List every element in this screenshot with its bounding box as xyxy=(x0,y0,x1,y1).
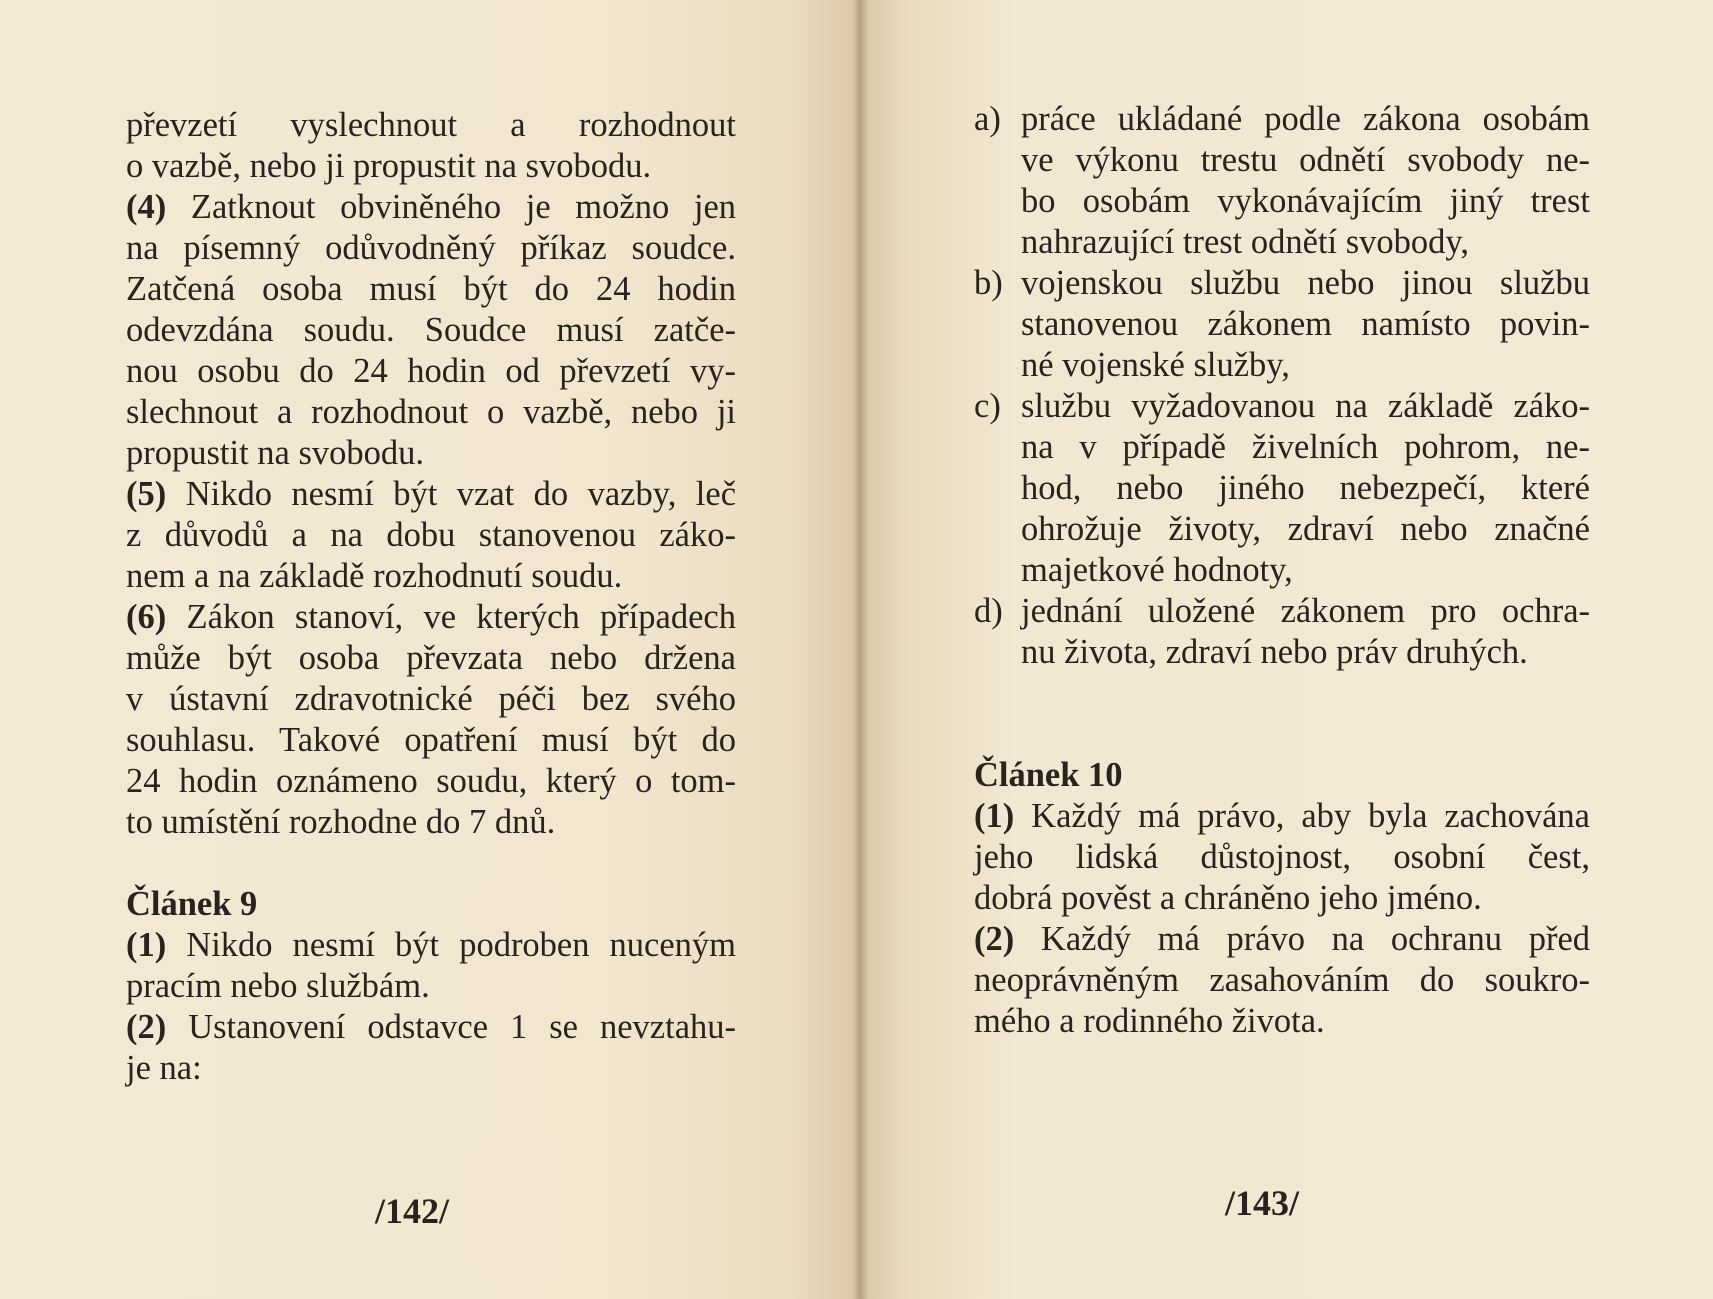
list-marker: b) xyxy=(974,264,1003,302)
text-line: práce ukládané podle zákona osobám xyxy=(1021,100,1590,138)
text-line: nahrazující trest odnětí svobody, xyxy=(1021,223,1470,261)
text-line: vojenskou službu nebo jinou službu xyxy=(1021,264,1590,302)
paragraph-number: (2) xyxy=(126,1008,167,1046)
text-line: Zatčená osoba musí být do 24 hodin xyxy=(126,270,736,308)
article-10-paragraph-1-first-line xyxy=(974,796,1590,837)
text-line xyxy=(974,140,1590,181)
text-line: převzetí vyslechnout a rozhodnout xyxy=(126,106,736,144)
text-line: Nikdo nesmí být vzat do vazby, leč xyxy=(185,475,737,513)
text-line xyxy=(974,345,1590,386)
text-line xyxy=(974,632,1590,673)
text-line: v ústavní zdravotnické péči bez svého xyxy=(126,680,736,718)
paragraph-5-first-line xyxy=(126,474,736,515)
text-line: Zákon stanoví, ve kterých případech xyxy=(186,598,736,636)
paragraph-6-first-line xyxy=(126,597,736,638)
text-line: na písemný odůvodněný příkaz soudce. xyxy=(126,229,736,267)
article-9-heading: Článek 9 xyxy=(126,885,258,923)
article-9-paragraph-1-first-line xyxy=(126,925,736,966)
paragraph-number: (1) xyxy=(126,926,167,964)
article-10-heading: Článek 10 xyxy=(974,756,1123,794)
text-line xyxy=(974,181,1590,222)
article-10-paragraph-2-first-line xyxy=(974,919,1590,960)
text-line: Nikdo nesmí být podroben nuceným xyxy=(186,926,737,964)
page-number-right: /143/ xyxy=(1225,1183,1300,1223)
list-item-b-line xyxy=(974,263,1590,304)
text-line xyxy=(974,468,1590,509)
text-line: pracím nebo službám. xyxy=(126,967,430,1005)
list-marker: d) xyxy=(974,592,1003,630)
text-line: Zatknout obviněného je možno jen xyxy=(190,188,737,226)
text-line xyxy=(974,550,1590,591)
text-line: Ustanovení odstavce 1 se nevztahu- xyxy=(188,1008,736,1046)
text-line: stanovenou zákonem namísto povin- xyxy=(1021,305,1590,343)
text-line: dobrá pověst a chráněno jeho jméno. xyxy=(974,879,1482,917)
text-line: neoprávněným zasahováním do soukro- xyxy=(974,961,1590,999)
text-line: 24 hodin oznámeno soudu, který o tom- xyxy=(126,762,736,800)
text-line: odevzdána soudu. Soudce musí zatče- xyxy=(126,311,736,349)
text-line: ve výkonu trestu odnětí svobody ne- xyxy=(1021,141,1590,179)
paragraph-number: (1) xyxy=(974,797,1015,835)
text-line xyxy=(974,427,1590,468)
list-item-a-line xyxy=(974,99,1590,140)
list-item-d-line xyxy=(974,591,1590,632)
list-marker: c) xyxy=(974,387,1001,425)
paragraph-4-first-line xyxy=(126,187,736,228)
text-line: službu vyžadovanou na základě záko- xyxy=(1021,387,1590,425)
text-line: může být osoba převzata nebo držena xyxy=(126,639,736,677)
text-line: je na: xyxy=(126,1049,202,1087)
text-line: jednání uložené zákonem pro ochra- xyxy=(1021,592,1590,630)
paragraph-number: (2) xyxy=(974,920,1015,958)
list-marker: a) xyxy=(974,100,1001,138)
list-item-c-line xyxy=(974,386,1590,427)
text-line: bo osobám vykonávajícím jiný trest xyxy=(1021,182,1590,220)
text-line: to umístění rozhodne do 7 dnů. xyxy=(126,803,556,841)
text-line: nem a na základě rozhodnutí soudu. xyxy=(126,557,623,595)
text-line: mého a rodinného života. xyxy=(974,1002,1325,1040)
paragraph-number: (5) xyxy=(126,475,167,513)
text-line: souhlasu. Takové opatření musí být do xyxy=(126,721,736,759)
right-page-text xyxy=(974,99,1590,1042)
text-line xyxy=(974,304,1590,345)
text-line: propustit na svobodu. xyxy=(126,434,425,472)
book-gutter xyxy=(852,0,868,1299)
text-line: hod, nebo jiného nebezpečí, které xyxy=(1021,469,1590,507)
paragraph-number: (4) xyxy=(126,188,167,226)
spacer xyxy=(974,673,1590,755)
text-line: Každý má právo na ochranu před xyxy=(1040,920,1591,958)
text-line: né vojenské služby, xyxy=(1021,346,1290,384)
text-line: z důvodů a na dobu stanovenou záko- xyxy=(126,516,736,554)
left-page-text xyxy=(126,105,736,1089)
text-line: slechnout a rozhodnout o vazbě, nebo ji xyxy=(126,393,736,431)
text-line: na v případě živelních pohrom, ne- xyxy=(1021,428,1590,466)
text-line xyxy=(974,222,1590,263)
paragraph-number: (6) xyxy=(126,598,167,636)
text-line xyxy=(974,509,1590,550)
page-number-left: /142/ xyxy=(375,1191,450,1231)
text-line: majetkové hodnoty, xyxy=(1021,551,1293,589)
text-line: jeho lidská důstojnost, osobní čest, xyxy=(974,838,1590,876)
text-line: nu života, zdraví nebo práv druhých. xyxy=(1021,633,1528,671)
spacer xyxy=(126,843,736,884)
article-9-paragraph-2-first-line xyxy=(126,1007,736,1048)
text-line: nou osobu do 24 hodin od převzetí vy- xyxy=(126,352,736,390)
text-line: Každý má právo, aby byla zachována xyxy=(1031,797,1590,835)
text-line: o vazbě, nebo ji propustit na svobodu. xyxy=(126,147,652,185)
text-line: ohrožuje životy, zdraví nebo značné xyxy=(1021,510,1590,548)
